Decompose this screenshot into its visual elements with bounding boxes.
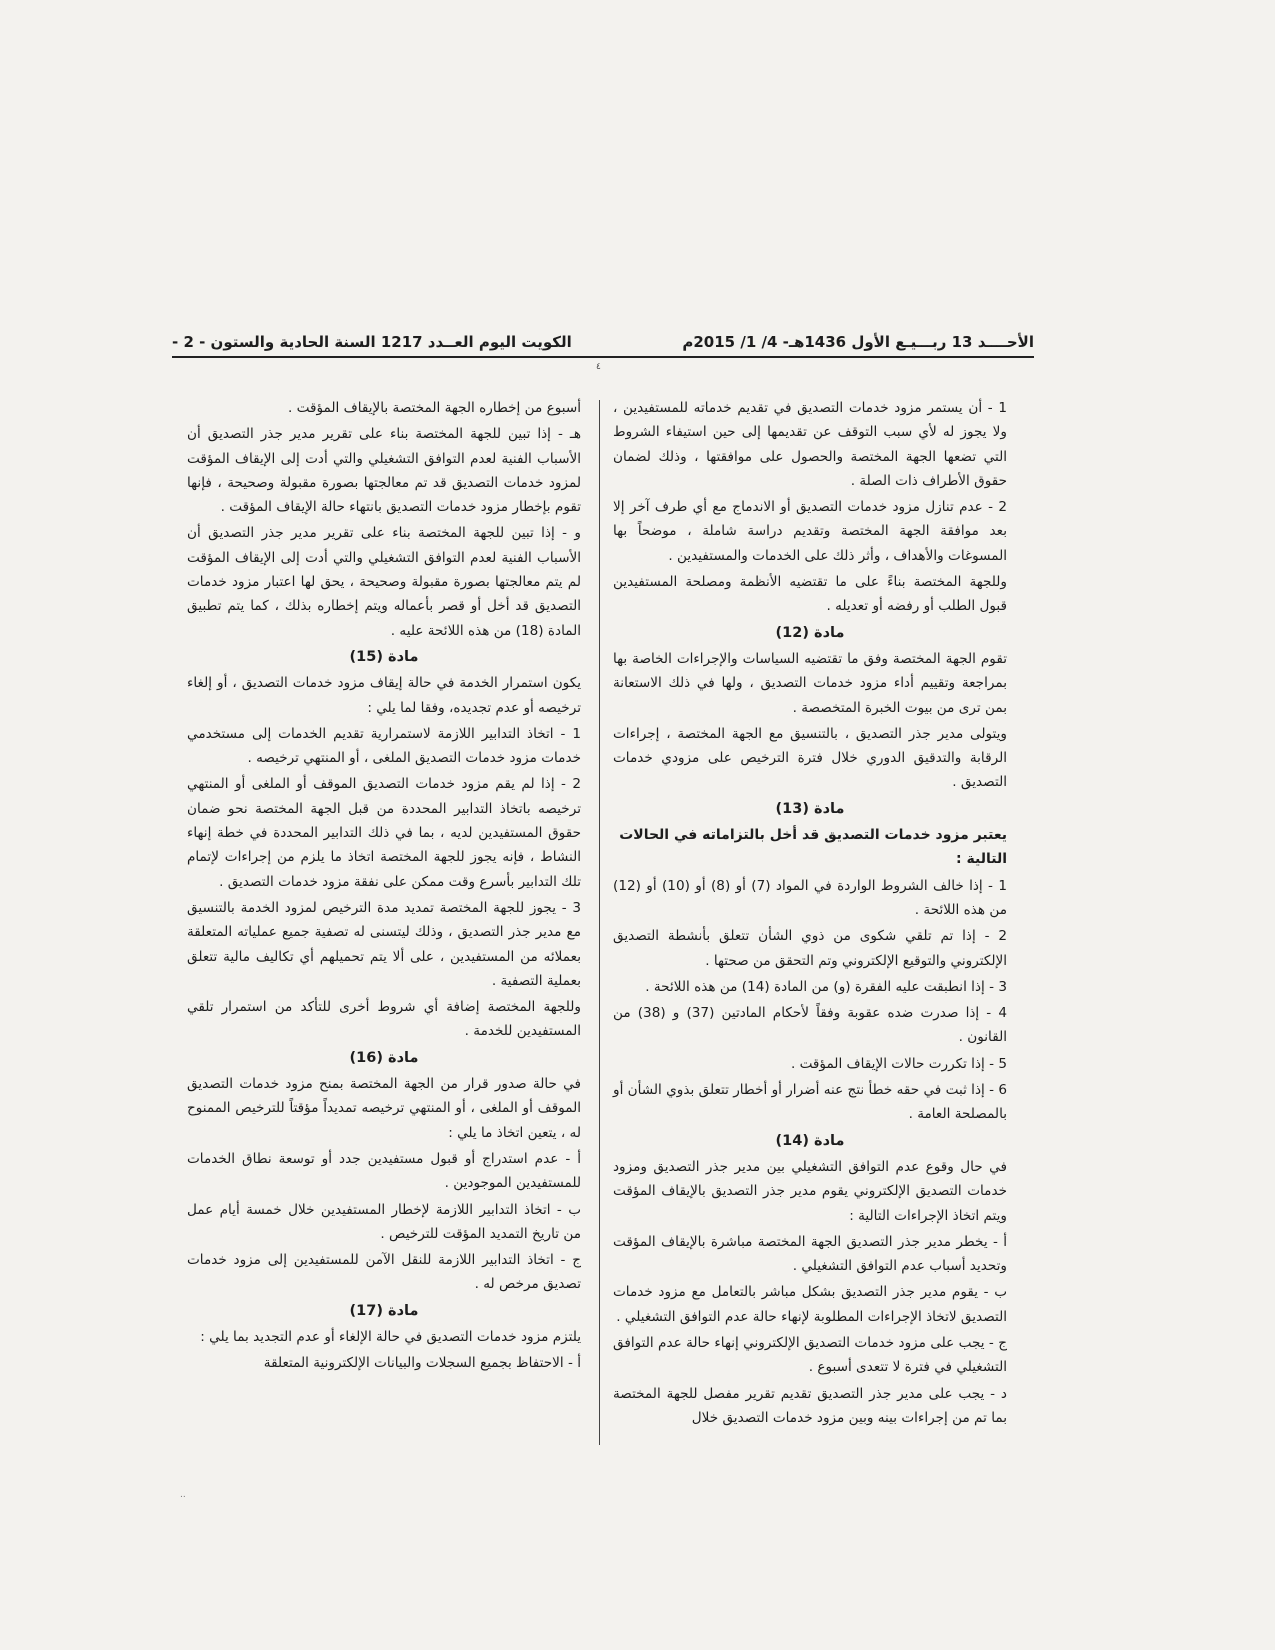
page-header bbox=[172, 323, 1034, 351]
article-17-title: مادة (17) bbox=[349, 1302, 419, 1319]
list-item: 5 - إذا تكررت حالات الإيقاف المؤقت . bbox=[790, 1055, 1007, 1072]
list-item: 6 - إذا ثبت في حقه خطأ نتج عنه أضرار أو أخطار تتعلق بذوي الشأن أو بالمصلحة العامة . bbox=[613, 1082, 1007, 1123]
column-divider bbox=[599, 400, 600, 1445]
paragraph: 2 - عدم تنازل مزود خدمات التصديق أو الاندماج مع أي طرف آخر إلا بعد موافقة الجهة المختصة وتقديم دراسة شاملة ، موضحاً بها المسوغات والأهداف ، وأثر ذلك على الخدمات والمستفيدين . bbox=[613, 499, 1007, 564]
list-item: أ - يخطر مدير جذر التصديق الجهة المختصة مباشرة بالإيقاف المؤقت وتحديد أسباب عدم التوافق التشغيلي . bbox=[613, 1233, 1007, 1275]
article-16-title: مادة (16) bbox=[349, 1049, 419, 1066]
article-15-title: مادة (15) bbox=[349, 648, 419, 665]
list-item: ج - يجب على مزود خدمات التصديق الإلكتروني إنهاء حالة عدم التوافق التشغيلي في فترة لا تتعدى أسبوع . bbox=[613, 1334, 1007, 1376]
header-rule bbox=[172, 356, 1034, 358]
list-item: 2 - إذا لم يقم مزود خدمات التصديق الموقف أو الملغى أو المنتهي ترخيصه باتخاذ التدابير المحددة من قبل الجهة المختصة نحو ضمان حقوق المستفيدين لديه ، بما في ذلك التدابير المحددة في خطة إنهاء النشاط ، فإنه يجوز للجهة المختصة اتخاذ ما يلزم من إجراءات لإتمام تلك التدابير بأسرع وقت ممكن على نفقة مزود خدمات التصديق . bbox=[187, 776, 581, 890]
article-14-title: مادة (14) bbox=[775, 1132, 845, 1149]
list-item: 3 - إذا انطبقت عليه الفقرة (و) من المادة (14) من هذه اللائحة . bbox=[645, 978, 1007, 995]
paragraph: هـ - إذا تبين للجهة المختصة بناء على تقرير مدير جذر التصديق أن الأسباب الفنية لعدم التوافق التشغيلي والتي أدت إلى الإيقاف المؤقت لمزود خدمات التصديق قد تم معالجتها بصورة مقبولة وصحيحة ، فإنها تقوم بإخطار مزود خدمات التصديق بانتهاء حالة الإيقاف المؤقت . bbox=[187, 426, 581, 516]
left-column bbox=[187, 396, 581, 1378]
paragraph: أسبوع من إخطاره الجهة المختصة بالإيقاف المؤقت . bbox=[288, 400, 581, 416]
paragraph: و - إذا تبين للجهة المختصة بناء على تقرير مدير جذر التصديق أن الأسباب الفنية لعدم التوافق التشغيلي والتي أدت إلى الإيقاف المؤقت لم يتم معالجتها بصورة مقبولة وصحيحة ، يحق لها اعتبار مزود خدمات التصديق قد أخل أو قصر بأعماله ويتم إخطاره بذلك ، كما يتم تطبيق المادة (18) من هذه اللائحة عليه . bbox=[187, 525, 581, 639]
list-item: أ - عدم استدراج أو قبول مستفيدين جدد أو توسعة نطاق الخدمات للمستفيدين الموجودين . bbox=[187, 1150, 581, 1192]
paragraph: في حالة صدور قرار من الجهة المختصة بمنح مزود خدمات التصديق الموقف أو الملغى ، أو المنتهي ترخيصه تمديداً مؤقتاً للترخيص الممنوح له ، يتعين اتخاذ ما يلي : bbox=[187, 1076, 581, 1141]
list-item: 4 - إذا صدرت ضده عقوبة وفقاً لأحكام المادتين (37) و (38) من القانون . bbox=[613, 1005, 1007, 1046]
list-item: أ - الاحتفاظ بجميع السجلات والبيانات الإلكترونية المتعلقة bbox=[263, 1355, 581, 1372]
paragraph: وللجهة المختصة إضافة أي شروط أخرى للتأكد من استمرار تلقي المستفيدين للخدمة . bbox=[187, 999, 581, 1040]
right-column bbox=[613, 396, 1007, 1432]
list-item: 2 - إذا تم تلقي شكوى من ذوي الشأن تتعلق بأنشطة التصديق الإلكتروني والتوقيع الإلكتروني وتم التحقق من صحتها . bbox=[613, 928, 1007, 969]
list-item: 1 - إذا خالف الشروط الواردة في المواد (7) أو (8) أو (10) أو (12) من هذه اللائحة . bbox=[613, 877, 1007, 918]
page-mark: ٤ bbox=[596, 362, 601, 372]
paragraph: تقوم الجهة المختصة وفق ما تقتضيه السياسات والإجراءات الخاصة بها بمراجعة وتقييم أداء مزود خدمات التصديق ، ولها في ذلك الاستعانة بمن ترى من بيوت الخبرة المتخصصة . bbox=[613, 650, 1007, 716]
paragraph: في حال وقوع عدم التوافق التشغيلي بين مدير جذر التصديق ومزود خدمات التصديق الإلكتروني يقوم مدير جذر التصديق بالإيقاف المؤقت ويتم اتخاذ الإجراءات التالية : bbox=[613, 1158, 1007, 1224]
paragraph: وللجهة المختصة بناءً على ما تقتضيه الأنظمة ومصلحة المستفيدين قبول الطلب أو رفضه أو تعديله . bbox=[613, 574, 1007, 615]
article-12-title: مادة (12) bbox=[775, 624, 845, 641]
list-item: 1 - اتخاذ التدابير اللازمة لاستمرارية تقديم الخدمات إلى مستخدمي خدمات مزود خدمات التصديق الملغى ، أو المنتهي ترخيصه . bbox=[187, 725, 581, 767]
list-item: 3 - يجوز للجهة المختصة تمديد مدة الترخيص لمزود الخدمة بالتنسيق مع مدير جذر التصديق ، وذلك ليتسنى له تصفية جميع عملياته المتعلقة بعملائه من المستفيدين ، على ألا يتم تحميلهم أي تكاليف مالية تتعلق بعملية التصفية . bbox=[187, 899, 581, 989]
header-publication-info: الكويت اليوم العــدد 1217 السنة الحادية والستون - 2 - bbox=[172, 333, 572, 351]
paragraph: يلتزم مزود خدمات التصديق في حالة الإلغاء أو عدم التجديد بما يلي : bbox=[200, 1328, 581, 1345]
scan-mark: .. bbox=[180, 1490, 186, 1500]
list-item: ج - اتخاذ التدابير اللازمة للنقل الآمن للمستفيدين إلى مزود خدمات تصديق مرخص له . bbox=[187, 1252, 581, 1293]
header-date: الأحــــد 13 ربـــيـع الأول 1436هـ- 4/ 1/ 2015م bbox=[682, 333, 1034, 351]
article-13-intro: يعتبر مزود خدمات التصديق قد أخل بالتزاماته في الحالات التالية : bbox=[619, 827, 1007, 868]
paragraph: ويتولى مدير جذر التصديق ، بالتنسيق مع الجهة المختصة ، إجراءات الرقابة والتدقيق الدوري خلال فترة الترخيص على مزودي خدمات التصديق . bbox=[613, 725, 1007, 791]
list-item: ب - اتخاذ التدابير اللازمة لإخطار المستفيدين خلال خمسة أيام عمل من تاريخ التمديد المؤقت للترخيص . bbox=[187, 1201, 581, 1242]
list-item: ب - يقوم مدير جذر التصديق بشكل مباشر بالتعامل مع مزود خدمات التصديق لاتخاذ الإجراءات المطلوبة لإنهاء حالة عدم التوافق التشغيلي . bbox=[613, 1284, 1007, 1325]
list-item: د - يجب على مدير جذر التصديق تقديم تقرير مفصل للجهة المختصة بما تم من إجراءات بينه وبين مزود خدمات التصديق خلال bbox=[613, 1385, 1007, 1426]
paragraph: يكون استمرار الخدمة في حالة إيقاف مزود خدمات التصديق ، أو إلغاء ترخيصه أو عدم تجديده، وفقا لما يلي : bbox=[187, 675, 581, 716]
paragraph: 1 - أن يستمر مزود خدمات التصديق في تقديم خدماته للمستفيدين ، ولا يجوز له لأي سبب التوقف عن تقديمها إلى حين استيفاء الشروط التي تضعها الجهة المختصة والحصول على موافقتها ، وذلك لضمان حقوق الأطراف ذات الصلة . bbox=[613, 400, 1007, 489]
article-13-title: مادة (13) bbox=[775, 800, 845, 817]
